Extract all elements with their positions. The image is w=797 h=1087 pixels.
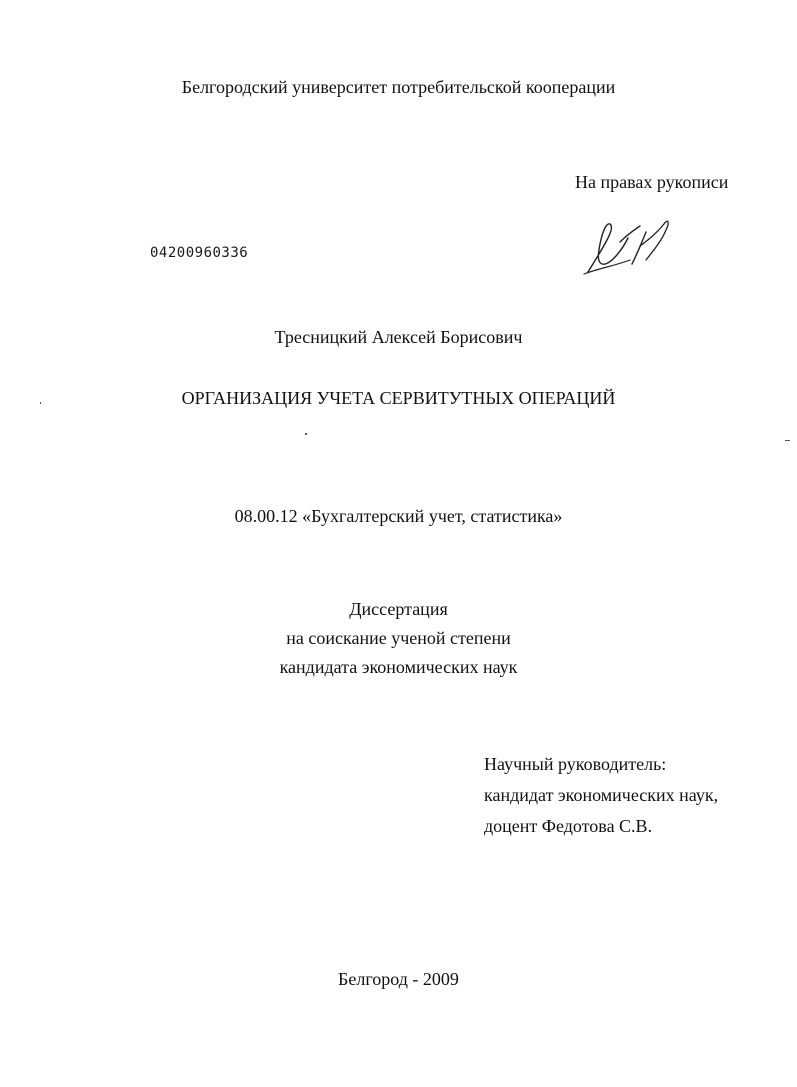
author-signature <box>580 210 675 280</box>
author-name: Тресницкий Алексей Борисович <box>274 327 523 347</box>
degree-line-2: на соискание ученой степени <box>286 628 511 648</box>
scan-speck <box>785 440 790 441</box>
manuscript-note: На правах рукописи <box>575 172 729 192</box>
supervisor-label: Научный руководитель: <box>484 754 667 774</box>
place-and-year: Белгород - 2009 <box>338 969 459 989</box>
institution-name: Белгородский университет потребительской кооперации <box>181 77 616 97</box>
scan-speck <box>305 433 307 435</box>
scan-speck <box>40 402 41 404</box>
supervisor-name: доцент Федотова С.В. <box>484 816 653 836</box>
registration-code: 04200960336 <box>150 245 249 261</box>
degree-line-1: Диссертация <box>349 599 448 619</box>
specialty-code: 08.00.12 «Бухгалтерский учет, статистика» <box>234 506 563 526</box>
supervisor-degree: кандидат экономических наук, <box>484 785 719 805</box>
degree-line-3: кандидата экономических наук <box>279 657 518 677</box>
dissertation-title: ОРГАНИЗАЦИЯ УЧЕТА СЕРВИТУТНЫХ ОПЕРАЦИЙ <box>181 388 616 408</box>
